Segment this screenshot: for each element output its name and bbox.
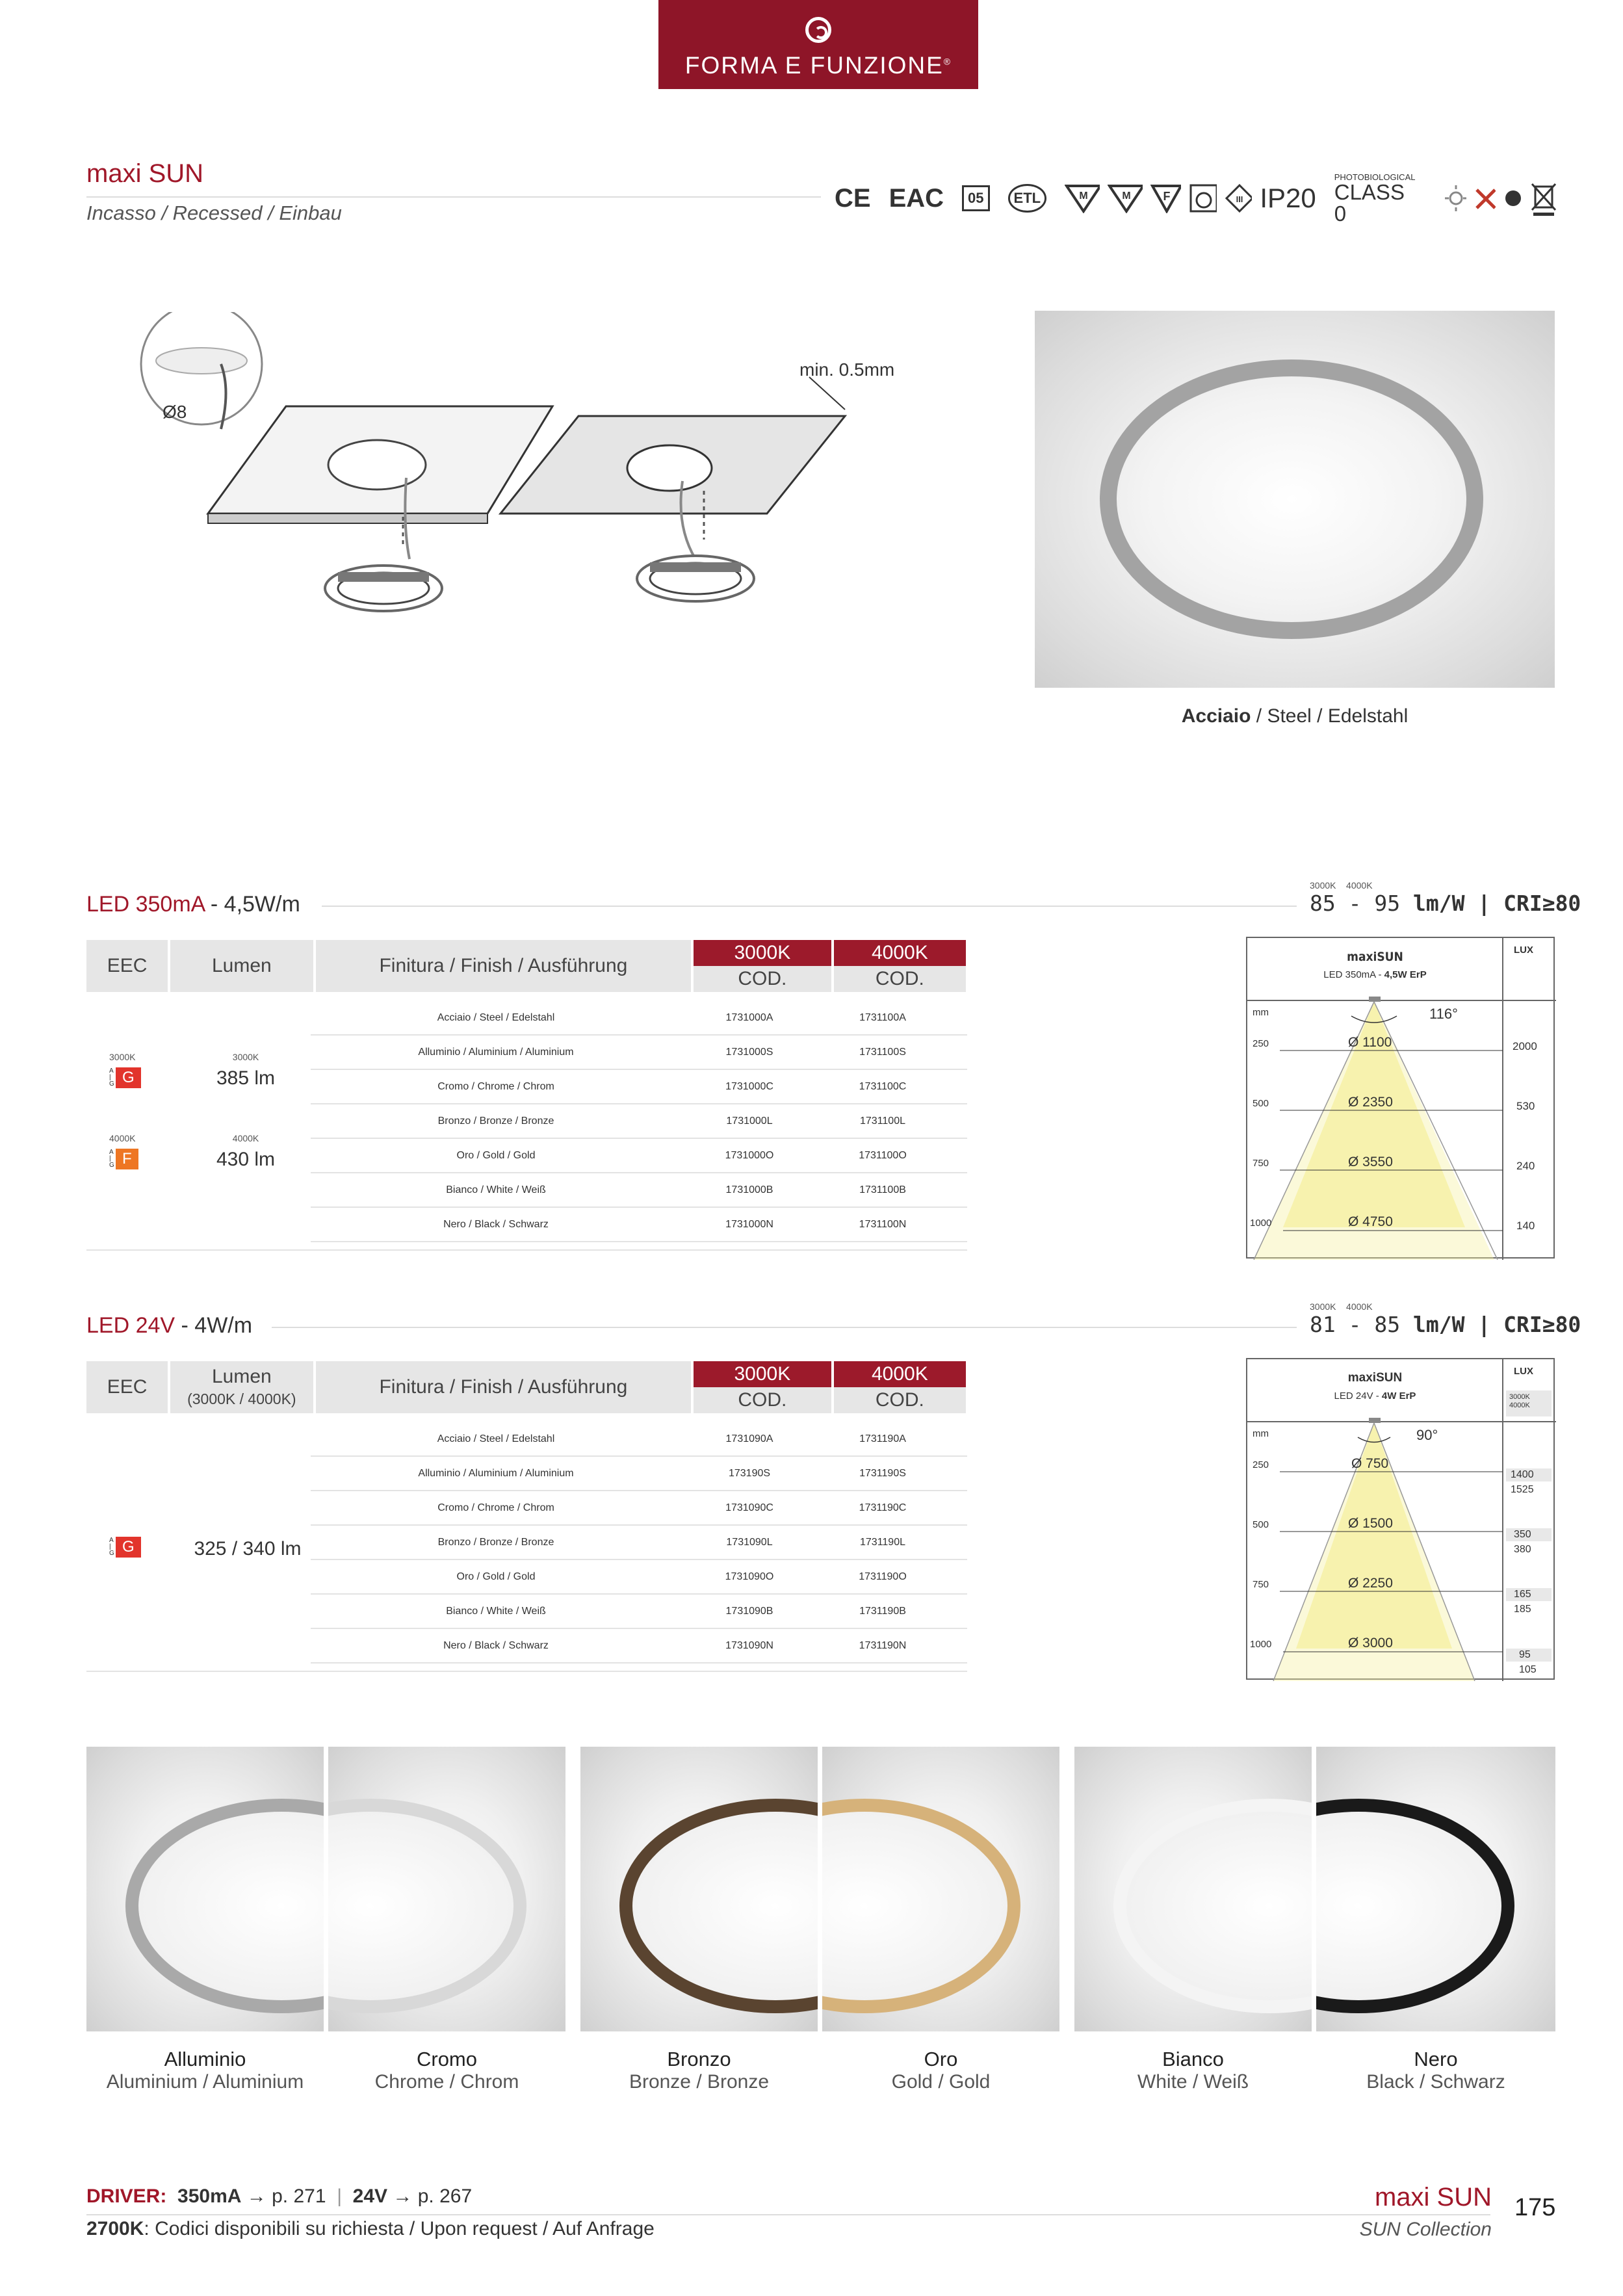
hole-diameter-label: Ø8 (162, 402, 187, 422)
lumen-header: Lumen (169, 940, 313, 992)
footer-collection: SUN Collection (1359, 2219, 1492, 2240)
finish-label-bronzo: Bronzo Bronze / Bronze (629, 2048, 770, 2093)
class-iii-icon (1225, 183, 1253, 213)
cod-header-3000: COD. (692, 1387, 831, 1413)
lumen-4000: 4000K 430 lm (216, 1133, 276, 1170)
ce-mark: CE (835, 183, 871, 213)
weee-bin-icon (1529, 179, 1556, 218)
footer-rule (86, 2214, 1490, 2215)
enec-mark: 05 (962, 185, 989, 211)
svg-text:F: F (1163, 190, 1171, 203)
svg-text:M: M (1122, 190, 1131, 202)
title-rule (86, 196, 821, 198)
finish-photo-bronzo (580, 1747, 818, 2031)
table-row: Bianco / White / Weiß 1731000B 1731100B (311, 1173, 967, 1208)
table-row: Oro / Gold / Gold 1731090O 1731190O (311, 1560, 967, 1595)
lumen-24v: 325 / 340 lm (194, 1538, 302, 1559)
finish-label-cromo: Cromo Chrome / Chrom (374, 2048, 519, 2093)
brand-name: FORMA E FUNZIONE (684, 52, 944, 79)
k4000-header: 4000K (834, 1361, 966, 1387)
section1-efficiency: 3000K 4000K 85 - 95 lm/W | CRI≥80 (1310, 880, 1581, 916)
table-row: Bronzo / Bronze / Bronze 1731000L 1731100L (311, 1104, 967, 1139)
eec-4000: 4000K A | G F (109, 1133, 138, 1169)
product-subtitle: Incasso / Recessed / Einbau (86, 202, 342, 224)
sun-icon (1444, 183, 1466, 213)
table-row: Cromo / Chrome / Chrom 1731000C 1731100C (311, 1070, 967, 1104)
cod-header-3000: COD. (692, 966, 831, 992)
svg-text:M: M (1079, 190, 1088, 202)
eec-class-badge: G (116, 1537, 141, 1558)
finish-label-alluminio: Alluminio Aluminium / Aluminium (106, 2048, 304, 2093)
finish-label-nero: Nero Black / Schwarz (1366, 2048, 1505, 2093)
k3000-header: 3000K (692, 1361, 831, 1387)
table-row: Alluminio / Aluminium / Aluminium 173190S 1731190S (311, 1457, 967, 1491)
section1-title: LED 350mA - 4,5W/m (86, 892, 300, 917)
table-row: Oro / Gold / Gold 1731000O 1731100O (311, 1139, 967, 1173)
brand-symbol-icon (805, 17, 831, 43)
cod-header-4000: COD. (834, 1387, 966, 1413)
finish-photo-oro (822, 1747, 1059, 2031)
finish-label-bianco: Bianco White / Weiß (1137, 2048, 1249, 2093)
availability-note: 2700K: Codici disponibili su richiesta / Upon request / Auf Anfrage (86, 2218, 655, 2239)
photobiological-class: PHOTOBIOLOGICAL CLASS 0 (1334, 172, 1416, 226)
etl-mark: ETL (1008, 184, 1047, 213)
product-photo-steel (1035, 311, 1555, 688)
svg-text:III: III (1236, 194, 1243, 204)
section2-title: LED 24V - 4W/m (86, 1313, 253, 1338)
finish-photos (86, 1747, 1555, 2031)
table-row: Cromo / Chrome / Chrom 1731090C 1731190C (311, 1491, 967, 1526)
installation-drawing (123, 312, 916, 637)
cod-header-4000: COD. (834, 966, 966, 992)
driver-line: DRIVER: 350mA → p. 271 | 24V → p. 267 (86, 2185, 473, 2207)
eec-header: EEC (86, 1361, 169, 1413)
main-photo-caption: Acciaio / Steel / Edelstahl (1181, 705, 1409, 727)
finish-photo-bianco (1074, 1747, 1312, 2031)
lamp-square-icon (1189, 183, 1217, 213)
lamp-ring (1100, 359, 1483, 639)
no-uv-icon (1474, 183, 1496, 213)
section2-table (86, 1361, 967, 1413)
eec-24v: A | G G (109, 1537, 141, 1558)
eec-class-badge: G (116, 1067, 141, 1088)
lamp-bulb-icon (1503, 183, 1522, 213)
lumen-3000: 3000K 385 lm (216, 1052, 276, 1089)
section2-efficiency: 3000K 4000K 81 - 85 lm/W | CRI≥80 (1310, 1301, 1581, 1337)
table-row: Alluminio / Aluminium / Aluminium 1731000S 1731100S (311, 1036, 967, 1070)
table-row: Acciaio / Steel / Edelstahl 1731090A 1731190A (311, 1422, 967, 1457)
f-triangle-icon (1150, 183, 1181, 213)
k3000-header: 3000K (692, 940, 831, 966)
m-triangle-icon (1065, 183, 1100, 213)
finish-photo-alluminio (86, 1747, 324, 2031)
table-row: Bianco / White / Weiß 1731090B 1731190B (311, 1595, 967, 1629)
lumen-header: Lumen (3000K / 4000K) (169, 1361, 313, 1413)
section2-rule (272, 1327, 1297, 1328)
finish-photo-nero (1316, 1747, 1555, 2031)
section1-rule (322, 906, 1297, 907)
eec-header: EEC (86, 940, 169, 992)
table-row: Nero / Black / Schwarz 1731090N 1731190N (311, 1629, 967, 1663)
certification-marks (835, 172, 1556, 226)
finish-label-oro: Oro Gold / Gold (891, 2048, 991, 2093)
product-title: maxi SUN (86, 159, 204, 188)
finish-photo-cromo (328, 1747, 565, 2031)
table-row: Bronzo / Bronze / Bronze 1731090L 1731190L (311, 1526, 967, 1560)
table-row: Nero / Black / Schwarz 1731000N 1731100N (311, 1208, 967, 1242)
min-thickness-label: min. 0.5mm (799, 359, 895, 380)
section1-table (86, 940, 967, 1002)
page-number: 175 (1514, 2194, 1556, 2221)
table-row: Acciaio / Steel / Edelstahl 1731000A 1731100A (311, 1001, 967, 1036)
section1-light-diagram: maxiSUN LED 350mA - 4,5W ErP LUX mm 116° 250 Ø 1100 2000 500 Ø 2350 530 750 Ø 3550 240 1000 Ø 4750 140 (1246, 937, 1555, 1259)
eec-class-badge: F (116, 1149, 138, 1169)
finish-header: Finitura / Finish / Ausführung (316, 1361, 692, 1413)
eac-mark: EAC (889, 183, 944, 213)
mm-triangle-icon (1108, 183, 1143, 213)
eec-3000: 3000K A | G G (109, 1052, 141, 1088)
footer-product: maxi SUN (1374, 2183, 1492, 2211)
finish-header: Finitura / Finish / Ausführung (316, 940, 692, 992)
brand-logo: FORMA E FUNZIONE® (658, 0, 978, 89)
k4000-header: 4000K (834, 940, 966, 966)
ip20-rating: IP20 (1260, 183, 1316, 213)
section2-light-diagram: maxiSUN LED 24V - 4W ErP LUX 3000K 4000K mm 90° 250 Ø 750 1400 1525 500 Ø 1500 350 380 750 Ø 2250 165 185 1000 Ø 3000 95 105 (1246, 1358, 1555, 1680)
